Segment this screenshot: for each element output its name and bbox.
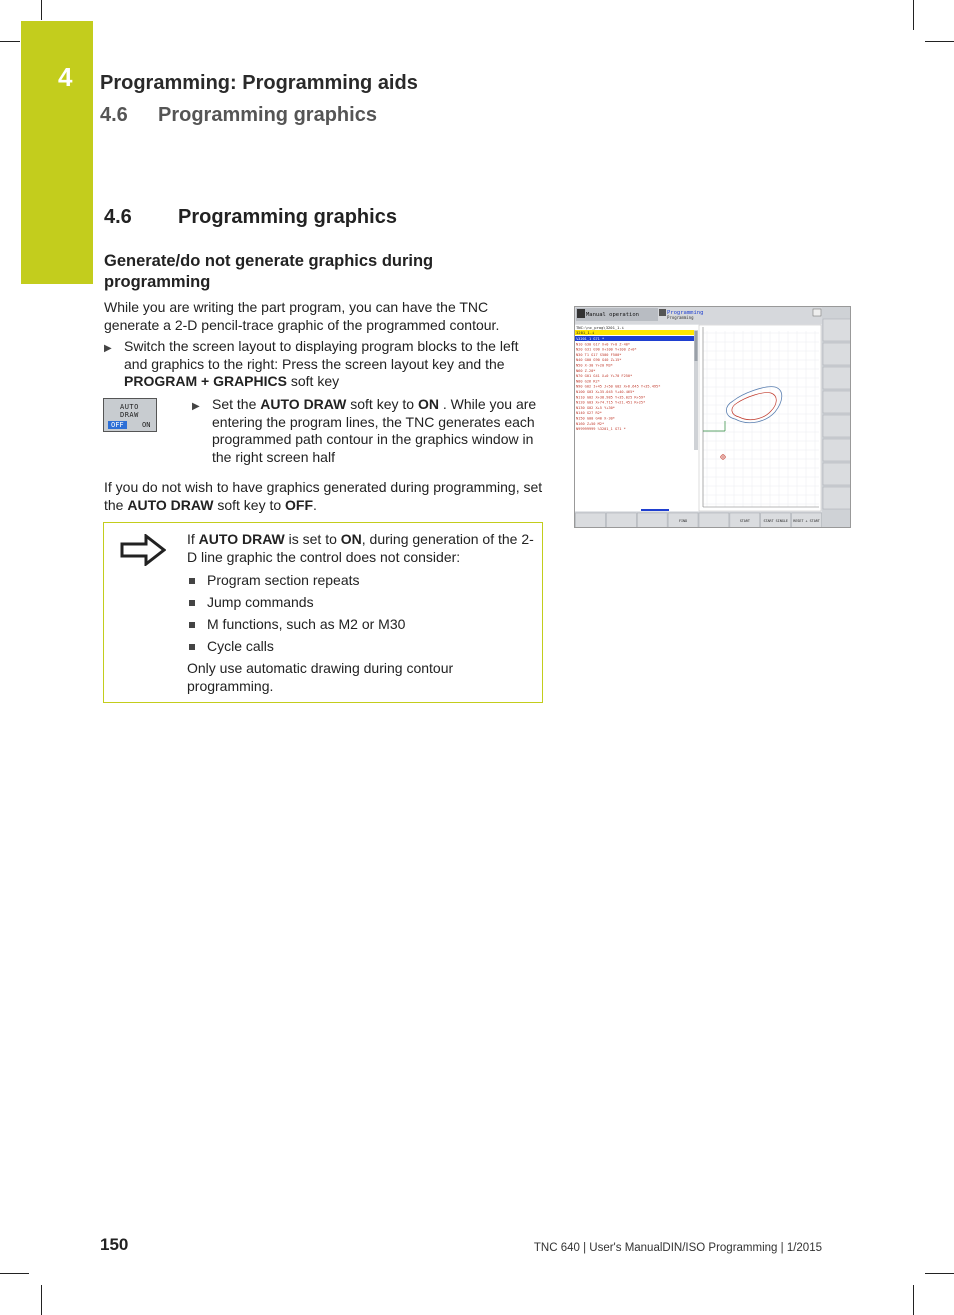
section-name: Programming graphics — [178, 206, 397, 228]
program-line: N120 G03 X+74.715 Y+21.451 R+25* — [576, 400, 646, 405]
list-item-text: Cycle calls — [207, 638, 274, 654]
program-line: N110 G02 X+38.985 Y+35.025 R+59* — [576, 395, 646, 400]
crop-mark — [913, 1285, 914, 1315]
softkey-value: OFF — [285, 496, 314, 513]
program-line: N70 G01 G41 X+0 Y+70 F250* — [576, 374, 633, 379]
softkey-label-line1: AUTO — [120, 403, 139, 411]
auto-draw-softkey — [103, 398, 157, 432]
paragraph-text: If you do not wish to have graphics generated during programming, set the — [104, 479, 543, 513]
softkey-name: AUTO DRAW — [260, 396, 347, 412]
bottom-softkey-label: RESET + START — [793, 519, 820, 523]
softkey-on-state: ON — [142, 421, 151, 429]
list-item-text: M functions, such as M2 or M30 — [207, 616, 406, 632]
list-item — [187, 594, 535, 612]
file-path: TNC:\nc_prog\3201_1.i — [576, 325, 625, 330]
instruction-step-auto-draw — [192, 396, 544, 466]
program-line: N80 G26 R2* — [576, 379, 600, 384]
crop-mark — [41, 0, 42, 20]
mode-manual-label: Manual operation — [586, 312, 639, 318]
softkey-name: PROGRAM + GRAPHICS — [124, 373, 287, 389]
step-text: . While you are entering the program lines, the TNC generates each programmed path contour in the graphics window in the right screen half — [212, 396, 537, 465]
crop-mark — [41, 1285, 42, 1315]
program-line: N90 G02 I+45 J+50 G02 X+6.645 Y+35.495* — [576, 384, 661, 389]
softkey-value: ON — [340, 531, 362, 547]
crop-mark — [913, 0, 914, 30]
list-item — [187, 616, 535, 634]
program-line: N10 G30 G17 X+0 Y+0 Z-40* — [576, 342, 631, 347]
list-item-text: Jump commands — [207, 594, 314, 610]
crop-mark — [925, 1273, 954, 1274]
program-line: %3201_1 G71 * — [576, 337, 605, 341]
softkey-off-state: OFF — [108, 421, 127, 429]
note-content — [187, 531, 535, 695]
bullet-square-icon — [189, 600, 195, 606]
chapter-number: 4 — [58, 62, 73, 92]
intro-paragraph: While you are writing the part program, you can have the TNC generate a 2-D pencil-trace graphic of the programmed contour. — [104, 299, 500, 333]
step-text: Switch the screen layout to displaying program blocks to the left and graphics to the right: Press the screen layout key and the — [124, 338, 519, 372]
program-line: N60 Z-20* — [576, 368, 596, 373]
bottom-softkey-label: START SINGLE — [763, 519, 788, 523]
crop-mark — [0, 1273, 29, 1274]
running-section-title — [100, 104, 377, 127]
note-box — [103, 522, 543, 703]
side-softkey[interactable] — [823, 391, 851, 413]
program-line: N150 G00 G40 X-30* — [576, 416, 615, 421]
side-softkey[interactable] — [823, 463, 851, 485]
paragraph-text: . — [313, 496, 317, 513]
tnc-screenshot — [574, 306, 851, 528]
softkey-label-line2: DRAW — [120, 411, 139, 419]
subsection-heading: Generate/do not generate graphics during programming — [104, 252, 434, 291]
running-section-name: Programming graphics — [158, 104, 377, 126]
program-line: N30 T1 G17 S500 F500* — [576, 352, 622, 357]
program-line: N99999999 %3201_1 G71 * — [576, 427, 626, 432]
softkey-name: AUTO DRAW — [127, 496, 214, 513]
softkey-value: ON — [417, 396, 439, 412]
program-line: N20 G31 G90 X+100 Y+100 Z+0* — [576, 347, 637, 352]
softkey-name: AUTO DRAW — [198, 531, 285, 547]
running-section-number: 4.6 — [100, 104, 128, 126]
program-line: N100 G03 X+35.045 Y+40.465* — [576, 390, 635, 394]
step-arrow-icon: ▶ — [192, 401, 200, 412]
arrow-right-icon — [120, 534, 166, 571]
bottom-softkey[interactable] — [699, 513, 729, 528]
note-text: , during generation of the 2-D line graphic the control does not consider: — [187, 531, 534, 565]
running-chapter-title: Programming: Programming aids — [100, 72, 418, 94]
file-tab: 3201_1.i — [576, 330, 595, 335]
bottom-softkey-label: START — [739, 519, 750, 523]
instruction-step-layout — [104, 338, 544, 391]
list-item — [187, 572, 535, 590]
chapter-tab — [21, 21, 93, 284]
bullet-square-icon — [189, 622, 195, 628]
note-closing: Only use automatic drawing during contour programming. — [187, 660, 454, 694]
list-item-text: Program section repeats — [207, 572, 360, 588]
side-softkey[interactable] — [823, 367, 851, 389]
program-line: N50 X-30 Y+20 M3* — [576, 363, 613, 368]
bottom-softkey[interactable] — [576, 513, 606, 528]
mode-programming-label: Programming — [667, 310, 704, 316]
paragraph-text: soft key to — [213, 496, 286, 513]
bullet-square-icon — [189, 578, 195, 584]
step-text: soft key to — [346, 396, 418, 412]
program-line: N40 G00 G90 G40 Z+15* — [576, 358, 622, 363]
list-item — [187, 638, 535, 656]
side-softkey[interactable] — [823, 415, 851, 437]
crop-mark — [925, 41, 954, 42]
step-arrow-icon: ▶ — [104, 343, 112, 354]
bottom-softkey-label: FIND — [678, 519, 688, 523]
bullet-square-icon — [189, 644, 195, 650]
note-text: is set to — [284, 531, 341, 547]
side-softkey[interactable] — [823, 343, 851, 365]
section-number: 4.6 — [104, 206, 132, 228]
side-softkey[interactable] — [823, 487, 851, 509]
note-text: If — [187, 531, 199, 547]
program-line: N130 G02 X+5 Y+30* — [576, 405, 615, 410]
mode-programming-sublabel: Programming — [667, 315, 694, 320]
section-heading — [104, 206, 397, 229]
bottom-softkey[interactable] — [606, 513, 636, 528]
exclusion-list — [187, 572, 535, 656]
step-text: soft key — [286, 373, 340, 389]
side-softkey[interactable] — [823, 319, 851, 341]
side-softkey[interactable] — [823, 439, 851, 461]
program-line: N140 G27 R2* — [576, 411, 602, 416]
note-intro — [187, 531, 535, 566]
program-line: N160 Z+50 M2* — [576, 421, 605, 426]
step-text: Set the — [212, 396, 261, 412]
disable-graphics-paragraph — [104, 479, 544, 514]
footer-text: TNC 640 | User's ManualDIN/ISO Programming | 1/2015 — [533, 1242, 822, 1254]
bottom-softkey[interactable] — [637, 513, 667, 528]
crop-mark — [0, 41, 20, 42]
page-number: 150 — [100, 1235, 129, 1254]
